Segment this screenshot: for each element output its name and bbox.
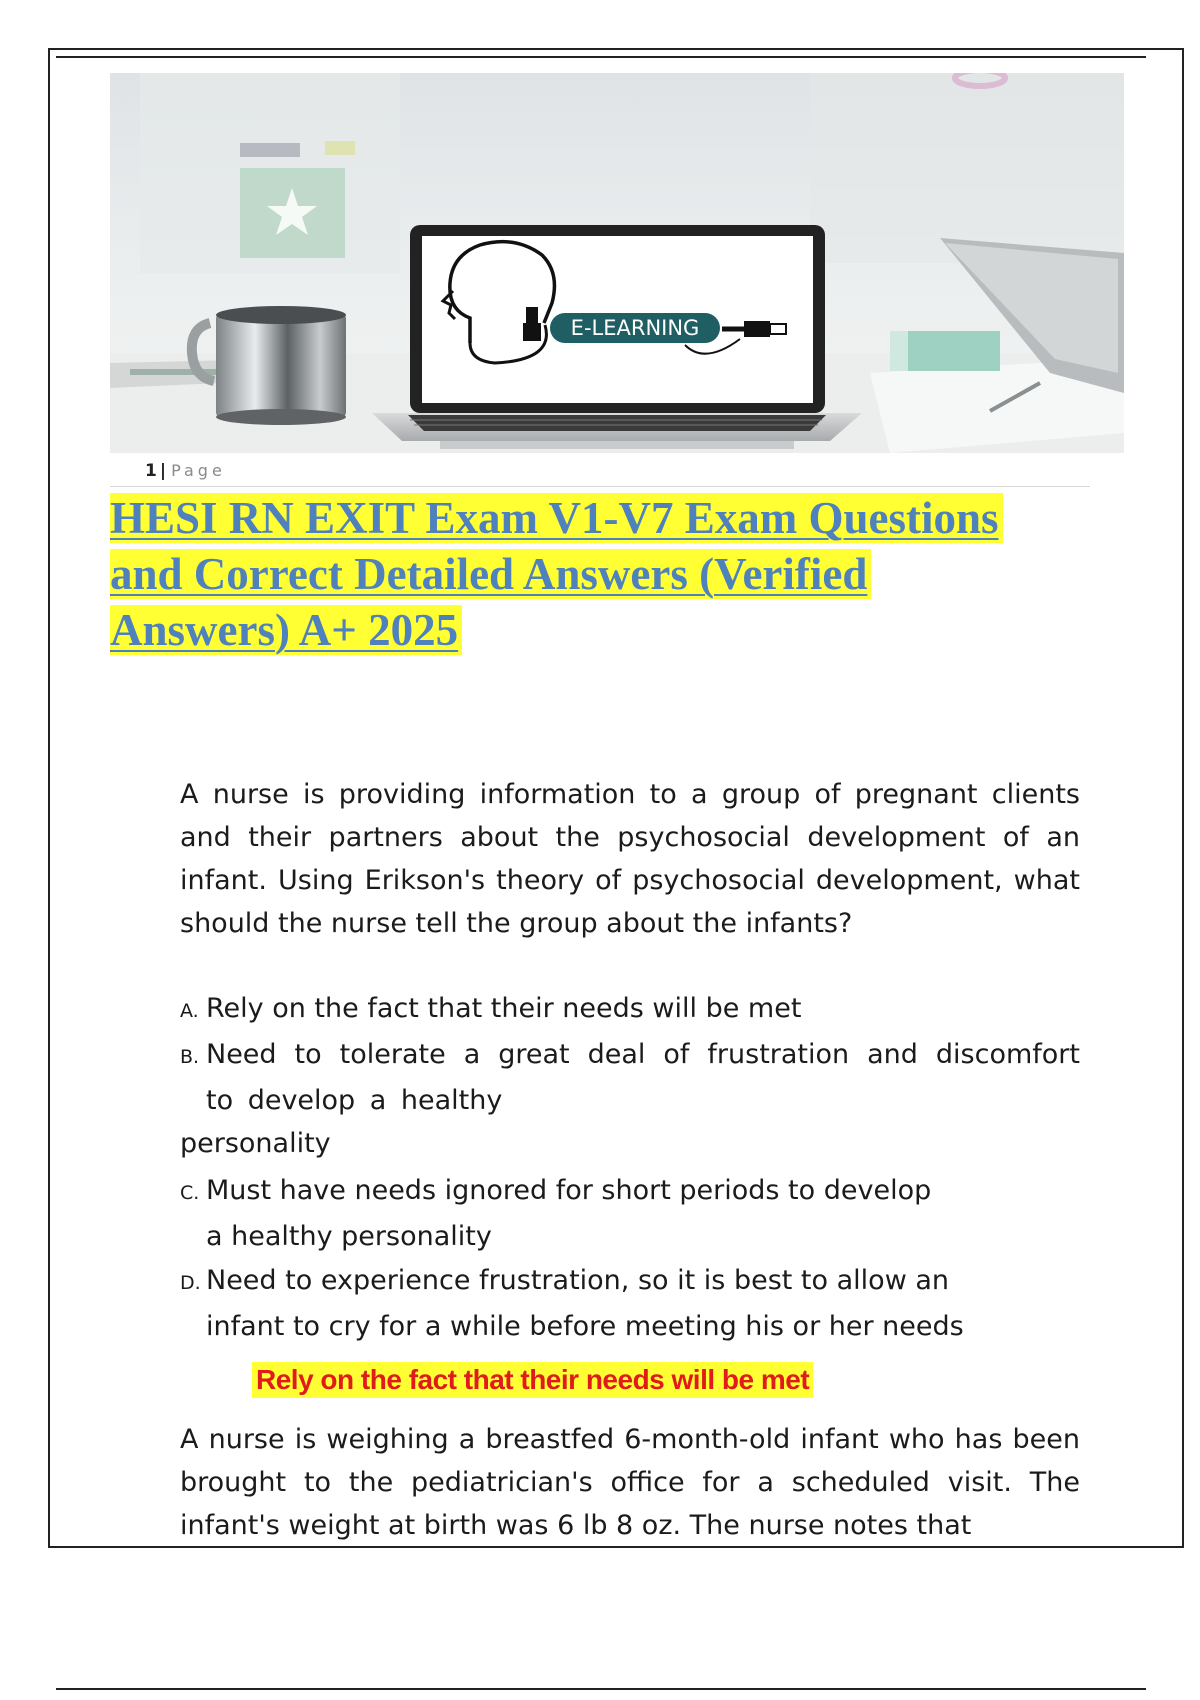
heading-rule <box>110 486 1090 487</box>
correct-answer: Rely on the fact that their needs will be met <box>252 1362 813 1398</box>
option-d <box>180 1259 1080 1348</box>
hero-image <box>110 73 1124 453</box>
option-b-text-line-2: to develop a healthy <box>206 1085 503 1116</box>
option-d-letter: D. <box>180 1272 201 1294</box>
page-number-separator: | <box>159 461 168 481</box>
page-word: Page <box>171 461 226 480</box>
option-a <box>180 987 1080 1033</box>
option-b-letter: B. <box>180 1046 200 1068</box>
option-d-text-line-1: Need to experience frustration, so it is best to allow an <box>206 1265 950 1296</box>
option-a-text: Rely on the fact that their needs will be met <box>206 993 802 1024</box>
question-2-text: A nurse is weighing a breastfed 6-month-old infant who has been brought to the pediatrician's office for a scheduled visit. The infant's weight at birth was 6 lb 8 oz. The nurse notes that <box>180 1424 1080 1541</box>
option-c-text-line-2: a healthy personality <box>206 1221 492 1252</box>
top-rule <box>56 56 1146 58</box>
title-line-3: Answers) A+ 2025 <box>110 605 462 655</box>
title-line-2: and Correct Detailed Answers (Verified <box>110 549 871 599</box>
laptop <box>372 225 862 449</box>
option-a-letter: A. <box>180 1000 199 1022</box>
bottom-rule <box>56 1688 1146 1690</box>
logo-text: E-LEARNING <box>570 316 700 340</box>
page-number-value: 1 <box>145 461 158 481</box>
option-c-letter: C. <box>180 1182 200 1204</box>
document-title <box>110 490 1110 658</box>
option-c-text-line-1: Must have needs ignored for short periods to develop <box>206 1175 932 1206</box>
option-b-text-line-3: personality <box>180 1128 331 1159</box>
option-c <box>180 1169 1080 1258</box>
option-d-text-line-2: infant to cry for a while before meeting his or her needs <box>206 1311 964 1342</box>
question-1-text: A nurse is providing information to a group of pregnant clients and their partners about the psychosocial development of an infant. Using Erikson's theory of psychosocial development, what should the nurse tell the group about the infants? <box>180 779 1080 939</box>
option-b <box>180 1033 1080 1165</box>
title-line-1: HESI RN EXIT Exam V1-V7 Exam Questions <box>110 493 1003 543</box>
page-number <box>145 461 226 481</box>
option-b-text-line-1: Need to tolerate a great deal of frustration and discomfort <box>206 1039 1080 1070</box>
